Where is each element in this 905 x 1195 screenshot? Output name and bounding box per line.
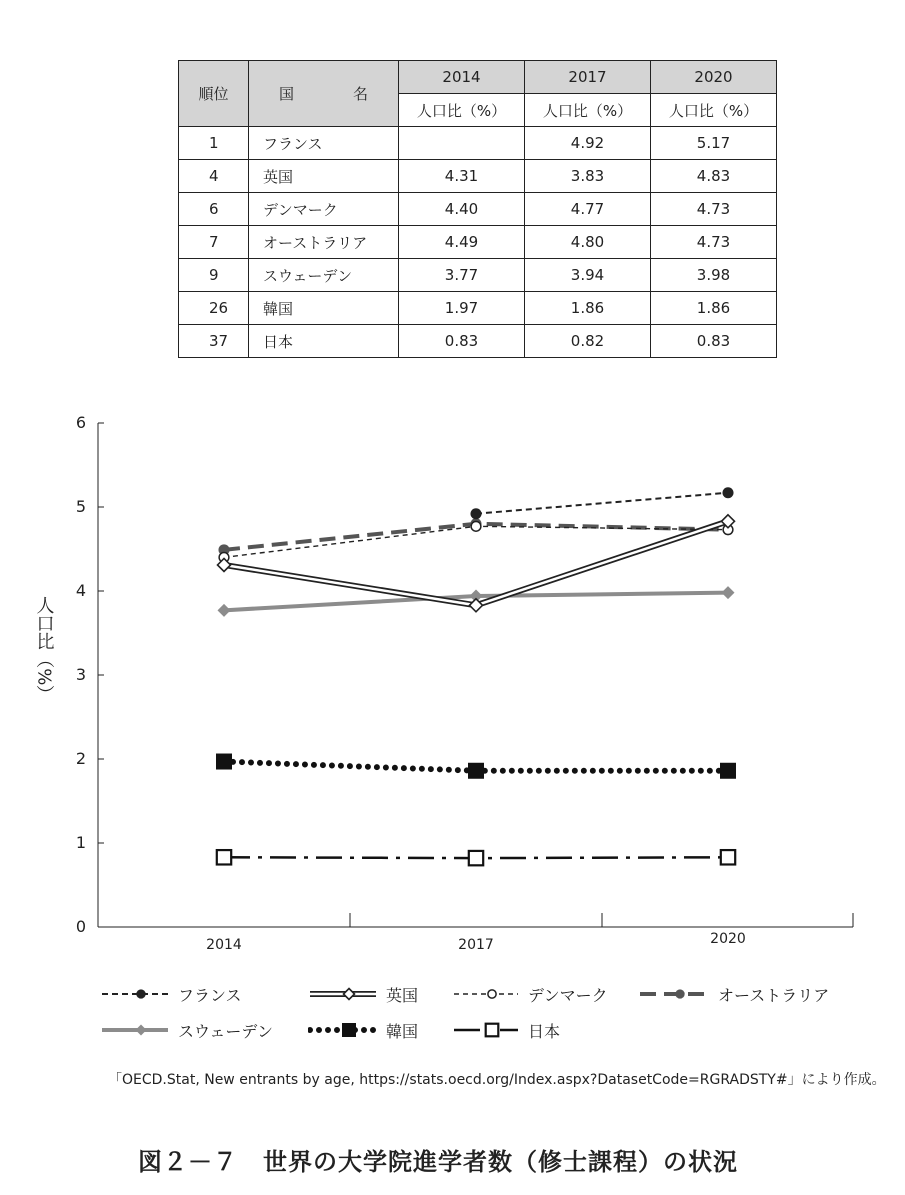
rank-cell: 6 <box>179 193 249 226</box>
legend-label: オーストラリア <box>718 985 830 1005</box>
data-point <box>720 763 736 779</box>
legend-swatch <box>308 1018 378 1042</box>
legend-item <box>308 1018 418 1042</box>
legend-swatch <box>452 982 520 1006</box>
legend-label: デンマーク <box>528 985 608 1005</box>
value-cell: 0.83 <box>651 325 777 358</box>
value-cell: 1.86 <box>525 292 651 325</box>
header-year: 2014 <box>399 61 525 94</box>
data-point <box>722 586 735 599</box>
legend-label: 韓国 <box>386 1021 419 1041</box>
table-row <box>179 127 777 160</box>
legend-swatch <box>308 982 378 1006</box>
value-cell: 4.73 <box>651 193 777 226</box>
table-row <box>179 193 777 226</box>
legend-swatch <box>452 1018 520 1042</box>
data-point <box>469 851 483 865</box>
value-cell: 3.77 <box>399 259 525 292</box>
rank-cell: 1 <box>179 127 249 160</box>
legend-swatch <box>638 982 710 1006</box>
rank-cell: 37 <box>179 325 249 358</box>
country-cell: デンマーク <box>249 193 399 226</box>
data-table <box>178 60 777 358</box>
country-cell: フランス <box>249 127 399 160</box>
rank-cell: 9 <box>179 259 249 292</box>
data-point <box>217 850 231 864</box>
value-cell: 4.73 <box>651 226 777 259</box>
header-country-name: 国 名 <box>249 61 399 127</box>
y-tick-label: 5 <box>75 497 86 516</box>
legend-swatch <box>100 1018 170 1042</box>
data-point <box>675 989 684 998</box>
table-row <box>179 292 777 325</box>
legend-label: 日本 <box>528 1021 561 1041</box>
value-cell: 4.40 <box>399 193 525 226</box>
data-point <box>486 1024 499 1037</box>
data-point <box>136 989 145 998</box>
rank-cell: 4 <box>179 160 249 193</box>
legend-item <box>100 1018 273 1042</box>
rank-cell: 7 <box>179 226 249 259</box>
legend-swatch <box>100 982 170 1006</box>
value-cell: 4.92 <box>525 127 651 160</box>
y-tick-label: 0 <box>75 917 86 936</box>
chart-legend <box>100 982 860 1048</box>
data-point <box>136 1025 147 1036</box>
table-row <box>179 325 777 358</box>
data-point <box>488 990 496 998</box>
line-chart <box>0 400 905 960</box>
value-cell: 4.83 <box>651 160 777 193</box>
country-cell: スウェーデン <box>249 259 399 292</box>
header-unit: 人口比（%） <box>651 94 777 127</box>
data-point <box>471 521 481 531</box>
header-unit: 人口比（%） <box>525 94 651 127</box>
source-note: 「OECD.Stat, New entrants by age, https://stats.oecd.org/Index.aspx?DatasetCode=RGRADSTY#」により作成。 <box>108 1072 886 1088</box>
value-cell <box>399 127 525 160</box>
series-フランス <box>470 487 733 519</box>
legend-label: スウェーデン <box>178 1021 274 1041</box>
y-axis-label: 人口比（%） <box>33 596 55 704</box>
country-cell: 日本 <box>249 325 399 358</box>
series-韓国 <box>216 754 736 779</box>
value-cell: 5.17 <box>651 127 777 160</box>
table-row <box>179 160 777 193</box>
data-point <box>468 763 484 779</box>
x-tick-label: 2020 <box>710 931 746 947</box>
value-cell: 4.49 <box>399 226 525 259</box>
value-cell: 3.94 <box>525 259 651 292</box>
legend-label: 英国 <box>386 985 419 1005</box>
data-point <box>342 1023 356 1037</box>
data-point <box>216 754 232 770</box>
y-tick-label: 1 <box>75 833 86 852</box>
header-rank: 順位 <box>179 61 249 127</box>
legend-item <box>452 1018 560 1042</box>
value-cell: 1.86 <box>651 292 777 325</box>
x-tick-label: 2014 <box>206 937 242 953</box>
value-cell: 3.83 <box>525 160 651 193</box>
table-row <box>179 259 777 292</box>
country-cell: 英国 <box>249 160 399 193</box>
legend-item <box>638 982 829 1006</box>
y-tick-label: 4 <box>75 581 86 600</box>
y-tick-label: 6 <box>75 413 86 432</box>
y-tick-label: 3 <box>75 665 86 684</box>
value-cell: 0.83 <box>399 325 525 358</box>
value-cell: 3.98 <box>651 259 777 292</box>
data-point <box>218 604 231 617</box>
value-cell: 4.31 <box>399 160 525 193</box>
value-cell: 1.97 <box>399 292 525 325</box>
header-year: 2020 <box>651 61 777 94</box>
country-cell: 韓国 <box>249 292 399 325</box>
data-point <box>344 989 355 1000</box>
table-row <box>179 226 777 259</box>
value-cell: 4.80 <box>525 226 651 259</box>
value-cell: 0.82 <box>525 325 651 358</box>
x-tick-label: 2017 <box>458 937 494 953</box>
legend-item <box>452 982 608 1006</box>
legend-item <box>308 982 418 1006</box>
figure-caption: 図２－７ 世界の大学院進学者数（修士課程）の状況 <box>138 1148 738 1176</box>
value-cell: 4.77 <box>525 193 651 226</box>
y-tick-label: 2 <box>75 749 86 768</box>
data-point <box>470 508 481 519</box>
data-point <box>721 850 735 864</box>
header-year: 2017 <box>525 61 651 94</box>
series-日本 <box>217 850 735 865</box>
rank-cell: 26 <box>179 292 249 325</box>
series-line <box>476 493 728 514</box>
header-unit: 人口比（%） <box>399 94 525 127</box>
data-point <box>722 487 733 498</box>
legend-item <box>100 982 242 1006</box>
country-cell: オーストラリア <box>249 226 399 259</box>
legend-label: フランス <box>178 985 242 1005</box>
